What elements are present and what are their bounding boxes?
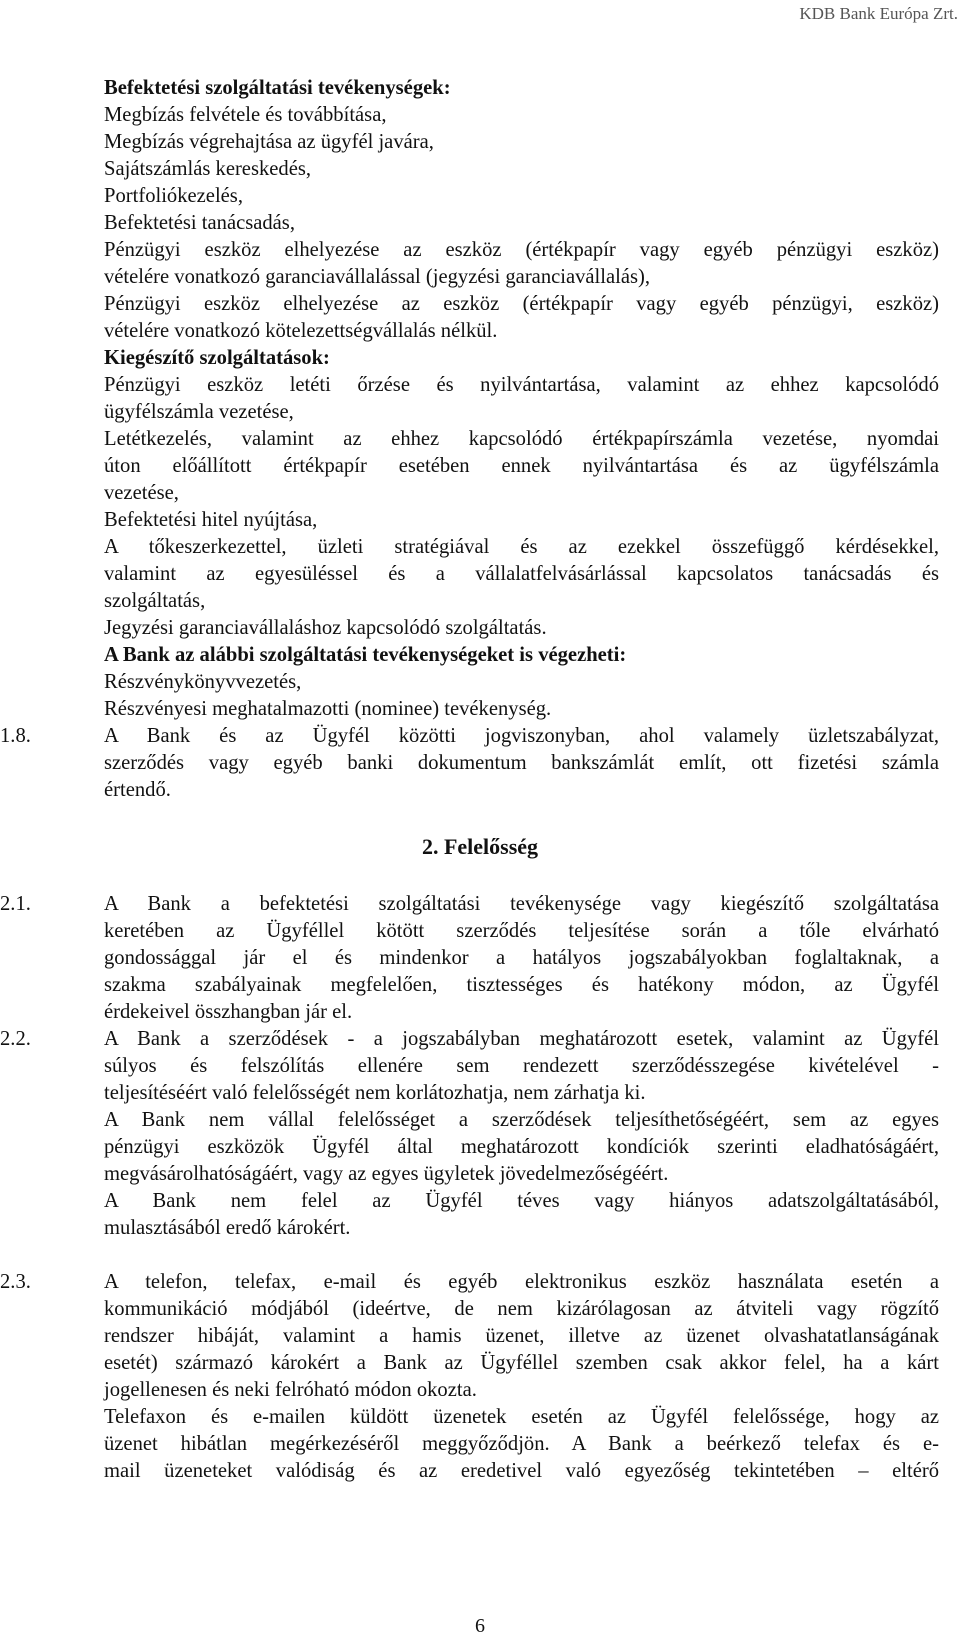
text-line: A Bank a szerződések - a jogszabályban meghatározott esetek, valamint az Ügyfél bbox=[104, 1028, 939, 1050]
text-line: keretében az Ügyféllel kötött szerződés teljesítése során a tőle elvárható bbox=[104, 920, 939, 942]
clause-number: 2.2. bbox=[0, 1028, 31, 1050]
text-line: gondossággal jár el és mindenkor a hatályos jogszabályokban foglaltaknak, a bbox=[104, 947, 939, 969]
text-line: súlyos és felszólítás ellenére sem rendezett szerződésszegése kivételével - bbox=[104, 1055, 939, 1077]
clause-number: 2.3. bbox=[0, 1271, 31, 1293]
text-line: rendszer hibáját, valamint a hamis üzenet, illetve az üzenet olvashatatlanságának bbox=[104, 1325, 939, 1347]
text-line: üzenet hibátlan megérkezéséről meggyőződjön. A Bank a beérkező telefax és e- bbox=[104, 1433, 939, 1455]
text-line: mail üzeneteket valódiság és az eredetivel való egyezőség tekintetében – eltérő bbox=[104, 1460, 939, 1482]
text-line: vezetése, bbox=[104, 482, 179, 504]
text-line: A Bank a befektetési szolgáltatási tevékenysége vagy kiegészítő szolgáltatása bbox=[104, 893, 939, 915]
supplementary-heading: Kiegészítő szolgáltatások: bbox=[104, 347, 330, 369]
text-line: Letétkezelés, valamint az ehhez kapcsolódó értékpapírszámla vezetése, nyomdai bbox=[104, 428, 939, 450]
text-line: Befektetési tanácsadás, bbox=[104, 212, 295, 234]
text-line: vételére vonatkozó kötelezettségvállalás nélkül. bbox=[104, 320, 498, 342]
text-line: értendő. bbox=[104, 779, 171, 801]
text-line: A Bank nem vállal felelősséget a szerződések teljesíthetőségéért, sem az egyes bbox=[104, 1109, 939, 1131]
text-line: szolgáltatás, bbox=[104, 590, 206, 612]
text-line: kommunikáció módjából (ideértve, de nem kizárólagosan az átviteli vagy rögzítő bbox=[104, 1298, 939, 1320]
text-line: szerződés vagy egyéb banki dokumentum bankszámlát említ, ott fizetési számla bbox=[104, 752, 939, 774]
text-line: Megbízás végrehajtása az ügyfél javára, bbox=[104, 131, 434, 153]
text-line: teljesítéséért való felelősségét nem korlátozhatja, nem zárhatja ki. bbox=[104, 1082, 646, 1104]
text-line: megvásárolhatóságáért, vagy az egyes ügyletek jövedelmezőségéért. bbox=[104, 1163, 669, 1185]
text-line: esetét) származó károkért a Bank az Ügyféllel szemben csak akkor felel, ha a kárt bbox=[104, 1352, 939, 1374]
text-line: A Bank és az Ügyfél közötti jogviszonyban, ahol valamely üzletszabályzat, bbox=[104, 725, 939, 747]
text-line: Pénzügyi eszköz letéti őrzése és nyilvántartása, valamint az ehhez kapcsolódó bbox=[104, 374, 939, 396]
text-line: Részvényesi meghatalmazotti (nominee) tevékenység. bbox=[104, 698, 552, 720]
text-line: Pénzügyi eszköz elhelyezése az eszköz (értékpapír vagy egyéb pénzügyi eszköz) bbox=[104, 239, 939, 261]
services-heading: Befektetési szolgáltatási tevékenységek: bbox=[104, 77, 451, 99]
section-heading: 2. Felelősség bbox=[421, 834, 539, 859]
text-line: Portfoliókezelés, bbox=[104, 185, 243, 207]
text-line: A tőkeszerkezettel, üzleti stratégiával és az ezekkel összefüggő kérdésekkel, bbox=[104, 536, 939, 558]
text-line: A telefon, telefax, e-mail és egyéb elektronikus eszköz használata esetén a bbox=[104, 1271, 939, 1293]
text-line: jogellenesen és neki felróható módon okozta. bbox=[104, 1379, 477, 1401]
text-line: vételére vonatkozó garanciavállalással (jegyzési garanciavállalás), bbox=[104, 266, 651, 288]
text-line: ügyfélszámla vezetése, bbox=[104, 401, 294, 423]
text-line: valamint az egyesüléssel és a vállalatfelvásárlással kapcsolatos tanácsadás és bbox=[104, 563, 939, 585]
clause-number: 1.8. bbox=[0, 725, 31, 747]
text-line: Pénzügyi eszköz elhelyezése az eszköz (értékpapír vagy egyéb pénzügyi, eszköz) bbox=[104, 293, 939, 315]
text-line: Sajátszámlás kereskedés, bbox=[104, 158, 312, 180]
text-line: Befektetési hitel nyújtása, bbox=[104, 509, 318, 531]
text-line: pénzügyi eszközök Ügyfél által meghatározott kondíciók szerinti eladhatóságáért, bbox=[104, 1136, 939, 1158]
text-line: Megbízás felvétele és továbbítása, bbox=[104, 104, 387, 126]
additional-services-heading: A Bank az alábbi szolgáltatási tevékenységeket is végezheti: bbox=[104, 644, 627, 666]
text-line: szakma szabályainak megfelelően, tisztességes és hatékony módon, az Ügyfél bbox=[104, 974, 939, 996]
page-number: 6 bbox=[475, 1615, 485, 1637]
text-line: érdekeivel összhangban jár el. bbox=[104, 1001, 353, 1023]
text-line: mulasztásából eredő károkért. bbox=[104, 1217, 351, 1239]
clause-number: 2.1. bbox=[0, 893, 31, 915]
text-line: Jegyzési garanciavállaláshoz kapcsolódó szolgáltatás. bbox=[104, 617, 547, 639]
company-header: KDB Bank Európa Zrt. bbox=[799, 4, 958, 23]
text-line: úton előállított értékpapír esetében ennek nyilvántartása és az ügyfélszámla bbox=[104, 455, 939, 477]
text-line: A Bank nem felel az Ügyfél téves vagy hiányos adatszolgáltatásából, bbox=[104, 1190, 939, 1212]
text-line: Telefaxon és e-mailen küldött üzenetek esetén az Ügyfél felelőssége, hogy az bbox=[104, 1406, 939, 1428]
text-line: Részvénykönyvvezetés, bbox=[104, 671, 302, 693]
